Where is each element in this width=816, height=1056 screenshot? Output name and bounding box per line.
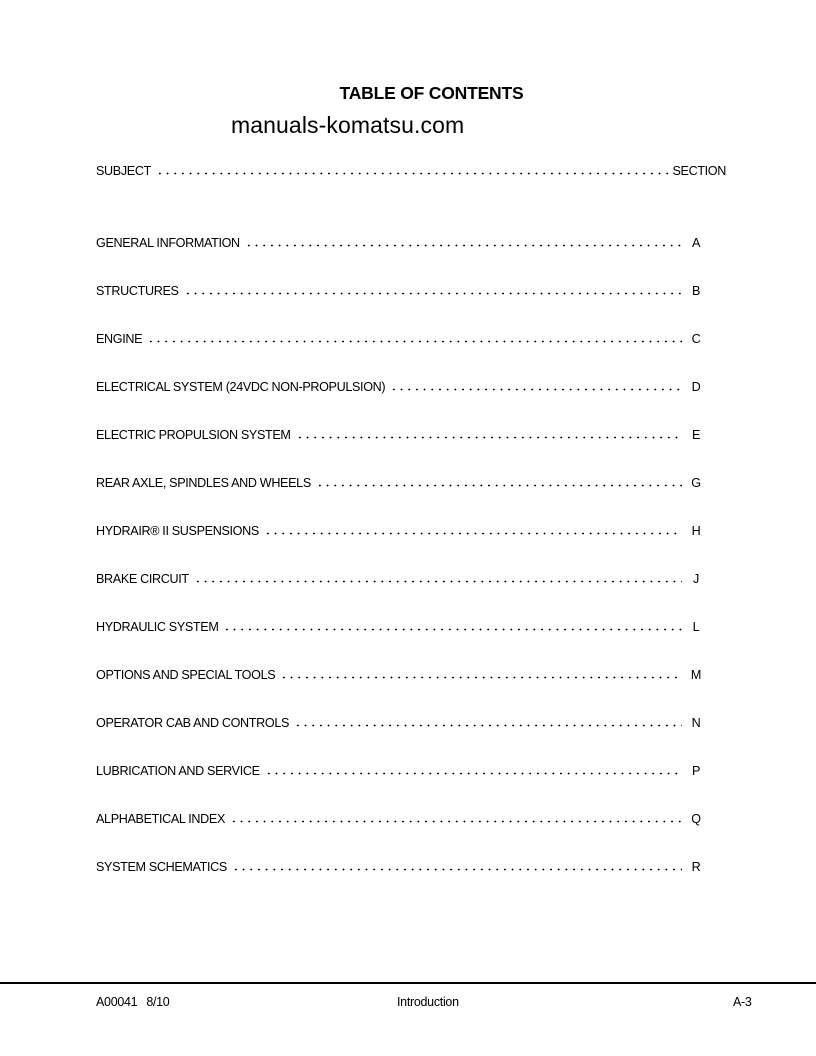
toc-entry-subject: LUBRICATION AND SERVICE bbox=[96, 764, 260, 778]
dot-leader bbox=[221, 620, 682, 632]
toc-entry-subject: HYDRAULIC SYSTEM bbox=[96, 620, 219, 634]
toc-entry-subject: OPTIONS AND SPECIAL TOOLS bbox=[96, 668, 276, 682]
toc-entry-section: J bbox=[693, 572, 699, 586]
toc-entry[interactable] bbox=[96, 571, 703, 587]
toc-entry-subject: OPERATOR CAB AND CONTROLS bbox=[96, 716, 290, 730]
toc-entry-subject: GENERAL INFORMATION bbox=[96, 236, 240, 250]
toc-entry-section: L bbox=[692, 620, 700, 634]
toc-entry[interactable] bbox=[96, 283, 703, 299]
toc-entry[interactable] bbox=[96, 379, 703, 395]
footer-doc-number: A00041 bbox=[96, 995, 138, 1009]
footer-rule bbox=[0, 982, 816, 984]
toc-entry[interactable] bbox=[96, 667, 703, 683]
toc-entry-section: A bbox=[691, 236, 701, 250]
toc-entry[interactable] bbox=[96, 523, 703, 539]
subject-column-label: SUBJECT bbox=[96, 164, 151, 178]
toc-entry-section: E bbox=[691, 428, 701, 442]
toc-entry-subject: ELECTRICAL SYSTEM (24VDC NON-PROPULSION) bbox=[96, 380, 386, 394]
toc-entry-section: G bbox=[691, 476, 701, 490]
toc-entry[interactable] bbox=[96, 235, 703, 251]
toc-entry[interactable] bbox=[96, 331, 703, 347]
dot-leader bbox=[278, 668, 682, 680]
toc-entry-section: N bbox=[691, 716, 701, 730]
toc-entry-section: M bbox=[690, 668, 702, 682]
toc-entry[interactable] bbox=[96, 427, 703, 443]
toc-entry-section: D bbox=[691, 380, 701, 394]
toc-entry-subject: ELECTRIC PROPULSION SYSTEM bbox=[96, 428, 291, 442]
dot-leader bbox=[230, 860, 682, 872]
toc-entry-subject: ENGINE bbox=[96, 332, 143, 346]
toc-entry[interactable] bbox=[96, 811, 703, 827]
toc-entry-section: B bbox=[691, 284, 701, 298]
dot-leader bbox=[294, 428, 682, 440]
footer-doc-info bbox=[96, 995, 169, 1009]
toc-entry-section: Q bbox=[691, 812, 701, 826]
footer-chapter: Introduction bbox=[397, 995, 459, 1009]
toc-entry-subject: REAR AXLE, SPINDLES AND WHEELS bbox=[96, 476, 311, 490]
toc-entry-subject: ALPHABETICAL INDEX bbox=[96, 812, 226, 826]
dot-leader bbox=[263, 764, 682, 776]
toc-entry-section: C bbox=[691, 332, 701, 346]
toc-entry[interactable] bbox=[96, 859, 703, 875]
toc-entry-section: P bbox=[691, 764, 701, 778]
toc-entry[interactable] bbox=[96, 763, 703, 779]
footer-date: 8/10 bbox=[146, 995, 170, 1009]
toc-column-header bbox=[96, 163, 726, 179]
dot-leader bbox=[182, 284, 682, 296]
section-column-label: SECTION bbox=[672, 164, 726, 178]
toc-entry-subject: STRUCTURES bbox=[96, 284, 179, 298]
dot-leader bbox=[228, 812, 682, 824]
dot-leader bbox=[388, 380, 682, 392]
toc-entry[interactable] bbox=[96, 619, 703, 635]
toc-entry[interactable] bbox=[96, 715, 703, 731]
dot-leader bbox=[192, 572, 682, 584]
toc-entry-subject: SYSTEM SCHEMATICS bbox=[96, 860, 227, 874]
dot-leader bbox=[154, 164, 672, 176]
watermark-text: manuals-komatsu.com bbox=[231, 112, 465, 138]
toc-entry-section: R bbox=[691, 860, 701, 874]
footer-page-number: A-3 bbox=[733, 995, 752, 1009]
toc-entry-subject: HYDRAIR® II SUSPENSIONS bbox=[96, 524, 259, 538]
dot-leader bbox=[262, 524, 682, 536]
dot-leader bbox=[292, 716, 682, 728]
toc-entry-subject: BRAKE CIRCUIT bbox=[96, 572, 189, 586]
dot-leader bbox=[145, 332, 682, 344]
dot-leader bbox=[314, 476, 682, 488]
dot-leader bbox=[243, 236, 682, 248]
toc-entry-section: H bbox=[691, 524, 701, 538]
toc-entry[interactable] bbox=[96, 475, 703, 491]
page-title: TABLE OF CONTENTS bbox=[339, 83, 524, 103]
